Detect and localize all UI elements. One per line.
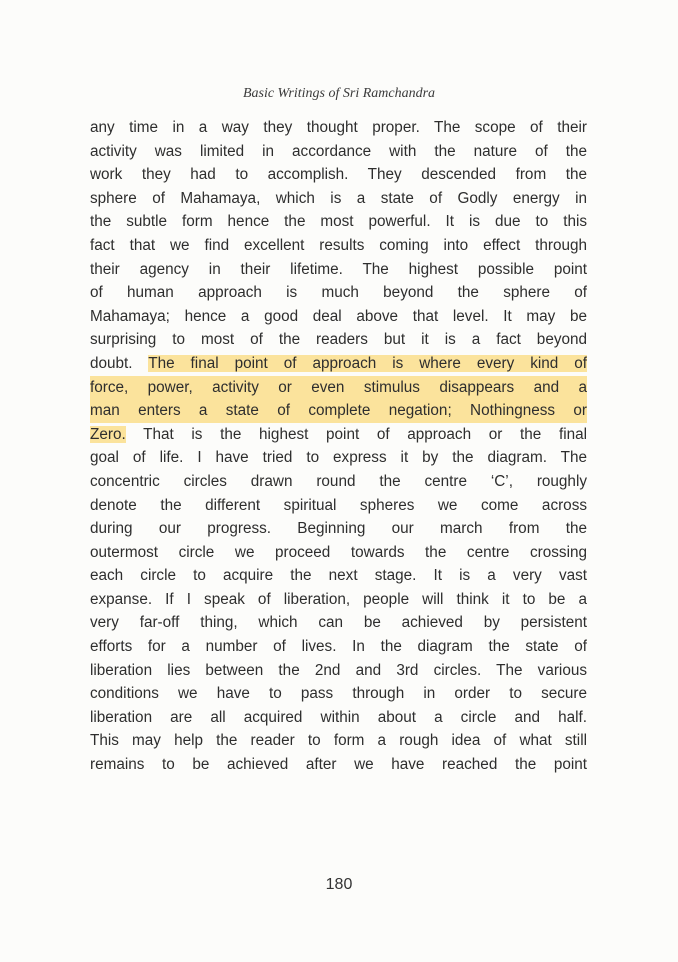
running-header: Basic Writings of Sri Ramchandra bbox=[242, 86, 436, 101]
text-line: during our progress. Beginning our march from the bbox=[90, 520, 587, 538]
text-line: each circle to acquire the next stage. It is a very vast bbox=[90, 567, 587, 585]
highlighted-text: Zero. bbox=[90, 425, 126, 443]
text-line: Mahamaya; hence a good deal above that level. It may be bbox=[90, 307, 587, 325]
text-line-mixed bbox=[90, 423, 587, 447]
text-line: very far-off thing, which can be achieved by persistent bbox=[90, 614, 587, 632]
body-text bbox=[90, 116, 587, 777]
text-line: goal of life. I have tried to express it by the diagram. The bbox=[90, 449, 587, 467]
page-number: 180 bbox=[325, 876, 353, 893]
text-line: liberation are all acquired within about a circle and half. bbox=[90, 708, 587, 726]
highlighted-line: force, power, activity or even stimulus disappears and a bbox=[90, 376, 587, 400]
text-line: the subtle form hence the most powerful. It is due to this bbox=[90, 213, 587, 231]
text-line: denote the different spiritual spheres we come across bbox=[90, 496, 587, 514]
text-line: concentric circles drawn round the centre ‘C’, roughly bbox=[90, 472, 587, 490]
text-line: activity was limited in accordance with the nature of the bbox=[90, 142, 587, 160]
text-line: conditions we have to pass through in order to secure bbox=[90, 685, 587, 703]
text-run: doubt. bbox=[90, 354, 133, 372]
text-line: liberation lies between the 2nd and 3rd circles. The various bbox=[90, 661, 587, 679]
text-line: outermost circle we proceed towards the centre crossing bbox=[90, 543, 587, 561]
text-line: sphere of Mahamaya, which is a state of Godly energy in bbox=[90, 189, 587, 207]
text-run: That is the highest point of approach or the final bbox=[143, 425, 587, 443]
text-line: any time in a way they thought proper. The scope of their bbox=[90, 119, 587, 136]
text-line-mixed bbox=[90, 352, 587, 376]
text-line: expanse. If I speak of liberation, people will think it to be a bbox=[90, 590, 587, 608]
text-line: surprising to most of the readers but it is a fact beyond bbox=[90, 331, 587, 349]
text-line: their agency in their lifetime. The highest possible point bbox=[90, 260, 587, 278]
text-line: efforts for a number of lives. In the diagram the state of bbox=[90, 638, 587, 656]
highlighted-line: man enters a state of complete negation; Nothingness or bbox=[90, 399, 587, 423]
text-line: work they had to accomplish. They descended from the bbox=[90, 166, 587, 184]
text-line: This may help the reader to form a rough idea of what still bbox=[90, 732, 587, 750]
highlighted-text: The final point of approach is where every kind of bbox=[148, 354, 587, 372]
text-line: of human approach is much beyond the sphere of bbox=[90, 284, 587, 302]
text-line: remains to be achieved after we have reached the point bbox=[90, 756, 587, 774]
text-line: fact that we find excellent results coming into effect through bbox=[90, 236, 587, 254]
